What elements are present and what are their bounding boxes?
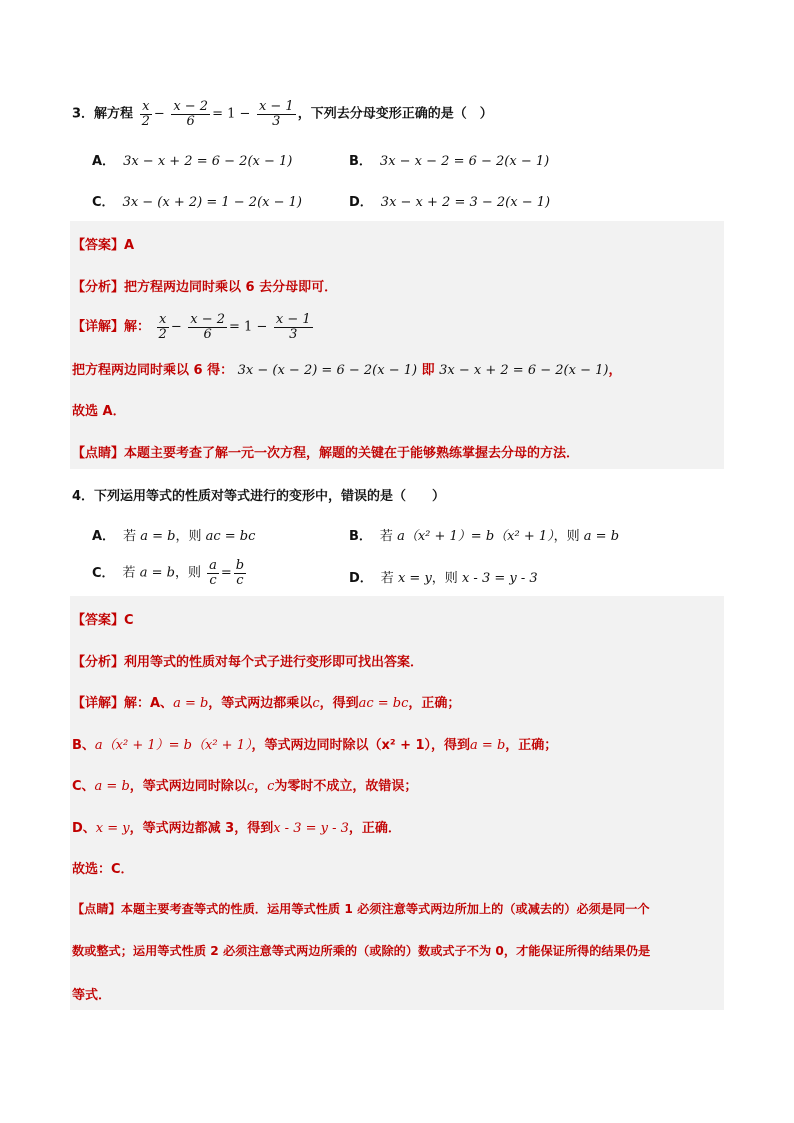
q3-detail [72,313,315,341]
q4-comment-line-1: 【点睛】本题主要考查等式的性质．运用等式性质 1 必须注意等式两边所加上的（或减去的）必须是同一个 [72,902,650,916]
q3-option-a [92,150,292,169]
option-word: 若 [123,529,137,544]
text: ，正确； [505,738,558,753]
q3-equals: = 1 − [212,106,251,122]
q4-conclusion: 故选：C． [72,862,134,877]
option-math: a = b [583,529,620,544]
q3-conclusion: 故选 A． [72,404,126,419]
option-label: C． [92,565,115,581]
math: ac = bc [358,696,409,711]
q3-detail-frac-c: $\frac{x - 1}{3}$ [275,312,311,342]
option-equals: = [220,565,232,581]
q3-number: 3． [72,106,95,122]
q4-comment-line-2: 数或整式；运用等式性质 2 必须注意等式两边所乘的（或除的）数或式子不为 0，才能保证所得的结果仍是 [72,944,651,958]
option-text: 3x − x + 2 = 3 − 2(x − 1) [380,195,551,210]
text: C、 [72,779,95,794]
text: ， [254,779,268,794]
q3-minus: − [153,106,165,122]
q4-option-d [349,567,538,586]
q3-option-c [92,191,302,210]
option-label: B． [349,154,372,169]
q3-frac-b: $\frac{x - 2}{6}$ [173,99,209,129]
detail-label: 【详解】解： [72,319,151,335]
q3-answer: 【答案】A [72,238,135,253]
q3-stem [72,100,493,128]
q3-option-b [349,150,549,169]
option-word: ，则 [175,529,202,544]
text: ，等式两边同时除以 [129,779,247,794]
math: a（x² + 1）= b（x² + 1） [94,738,252,753]
option-label: B． [349,529,372,544]
option-word: 若 [379,529,393,544]
step-mid: 即 [421,363,435,378]
q4-detail-line-1 [72,692,460,711]
step-equation-1: 3x − (x − 2) = 6 − 2(x − 1) [237,363,418,378]
option-math: ac = bc [205,529,256,544]
option-label: A． [92,529,116,544]
text: ，等式两边同时除以（x² + 1），得到 [251,738,471,753]
text: D、 [72,821,96,836]
q3-comment: 【点睛】本题主要考查了解一元一次方程，解题的关键在于能够熟练掌握去分母的方法． [72,446,580,461]
option-math: a = b [140,529,176,544]
text: 为零时不成立，故错误； [274,779,418,794]
math: a = b [470,738,506,753]
text: ，得到 [319,696,359,711]
text: ，等式两边都乘以 [208,696,313,711]
math: a = b [173,696,209,711]
option-text: 3x − (x + 2) = 1 − 2(x − 1) [122,195,302,210]
option-text: 3x − x + 2 = 6 − 2(x − 1) [123,154,293,169]
q4-detail-line-4 [72,817,401,836]
q3-stem-suffix: ，下列去分母变形正确的是（ ） [297,106,493,122]
text: B、 [72,738,95,753]
q3-detail-equals: = 1 − [229,319,268,335]
q3-analysis: 【分析】把方程两边同时乘以 6 去分母即可． [72,280,338,295]
math: c [312,696,320,711]
q3-frac-c: $\frac{x - 1}{3}$ [258,99,294,129]
step-end: ， [608,363,622,378]
q3-detail-frac-a: $\frac{x}{2}$ [158,312,167,342]
step-equation-2: 3x − x + 2 = 6 − 2(x − 1) [439,363,609,378]
q3-stem-prefix: 解方程 [94,106,134,122]
math: a = b [94,779,130,794]
q3-detail-frac-b: $\frac{x - 2}{6}$ [190,312,226,342]
text: ，正确． [348,821,401,836]
math: x = y [95,821,130,836]
q4-stem-text: 下列运用等式的性质对等式进行的变形中，错误的是（ ） [94,489,446,504]
option-math: a = b [139,565,175,581]
option-word: ，则 [553,529,580,544]
option-word: 若 [122,565,136,581]
option-word: ，则 [174,565,201,581]
text: 【详解】解：A、 [72,696,174,711]
option-label: C． [92,195,115,210]
q4-stem [72,485,445,504]
q4-option-a [92,525,255,544]
q4-analysis: 【分析】利用等式的性质对每个式子进行变形即可找出答案． [72,655,424,670]
q4-frac-b-over-c: $\frac{b}{c}$ [235,558,245,588]
step-prefix: 把方程两边同时乘以 6 得： [72,363,234,378]
q4-detail-line-2 [72,734,557,753]
q4-option-b [349,525,619,544]
option-word: 若 [380,571,394,586]
option-math: x - 3 = y - 3 [461,571,538,586]
q4-answer: 【答案】C [72,613,134,628]
q4-detail-line-3 [72,775,417,794]
math: x - 3 = y - 3 [273,821,349,836]
q4-frac-a-over-c: $\frac{a}{c}$ [209,558,217,588]
option-word: ，则 [431,571,458,586]
option-math: a（x² + 1）= b（x² + 1） [397,529,554,544]
option-label: A． [92,154,116,169]
option-text: 3x − x − 2 = 6 − 2(x − 1) [379,154,550,169]
option-label: D． [349,571,373,586]
option-math: x = y [397,571,432,586]
q4-number: 4． [72,489,95,504]
text: ，正确； [408,696,461,711]
math: c [246,779,255,794]
q4-comment-line-3: 等式． [72,988,112,1003]
option-label: D． [349,195,373,210]
math: c [267,779,275,794]
q3-step [72,359,621,378]
q3-frac-a: $\frac{x}{2}$ [141,99,150,129]
q4-option-c [92,559,248,587]
q3-option-d [349,191,550,210]
text: ，等式两边都减 3，得到 [129,821,274,836]
q3-detail-minus: − [170,319,182,335]
q3-solution-block [70,221,724,469]
